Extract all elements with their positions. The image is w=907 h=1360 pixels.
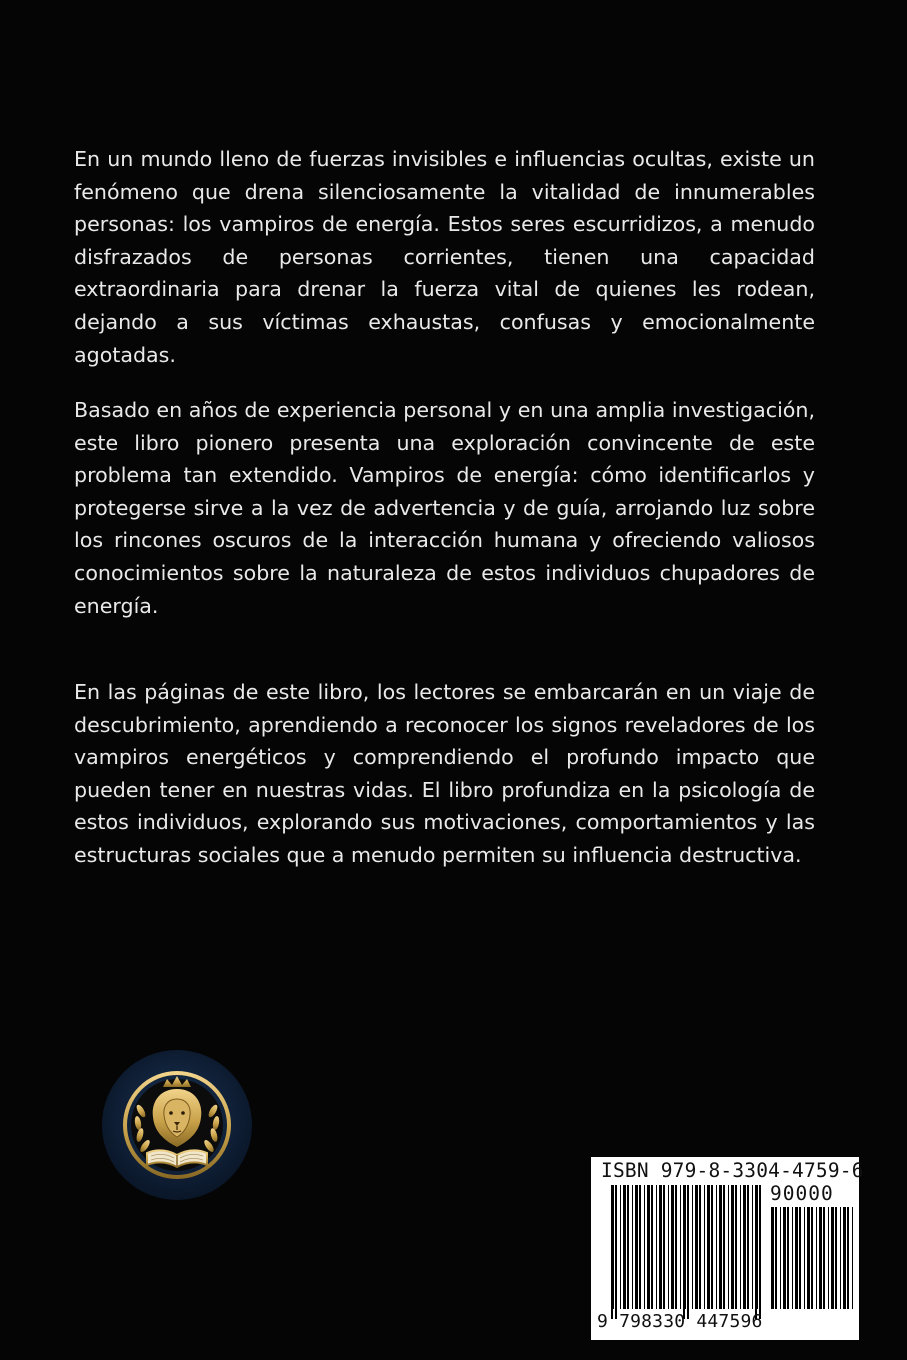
back-cover-paragraph-2: Basado en años de experiencia personal y en una amplia investigación, este libro pionero presenta una exploración convincente de este problema tan extendido. Vampiros de energía: cómo identificarlos y protegerse sirve a la vez de advertencia y de guía, arrojando luz sobre los rincones oscuros de la interacción humana y ofreciendo valiosos conocimientos sobre la naturaleza de estos individuos chupadores de energía.	[74, 398, 815, 618]
back-cover-paragraph-1: En un mundo lleno de fuerzas invisibles e influencias ocultas, existe un fenómeno que drena silenciosamente la vitalidad de innumerables personas: los vampiros de energía. Estos seres escurridizos, a menudo disfrazados de personas corrientes, tienen una capacidad extraordinaria para drenar la fuerza vital de quienes les rodean, dejando a sus víctimas exhaustas, confusas y emocionalmente agotadas.	[74, 147, 815, 367]
back-cover-paragraph-3: En las páginas de este libro, los lectores se embarcarán en un viaje de descubrimiento, aprendiendo a reconocer los signos reveladores de los vampiros energéticos y comprendiendo el profundo impacto que pueden tener en nuestras vidas. El libro profundiza en la psicología de estos individuos, explorando sus motivaciones, comportamientos y las estructuras sociales que a menudo permiten su influencia destructiva.	[74, 680, 815, 867]
isbn-label: ISBN 979-8-3304-4759-6	[601, 1159, 864, 1182]
ean-digits: 9 798330 447596	[597, 1311, 763, 1332]
lion-book-emblem-icon	[101, 1049, 253, 1201]
isbn-barcode	[591, 1157, 864, 1340]
publisher-logo	[101, 1049, 253, 1201]
price-code: 90000	[770, 1182, 834, 1205]
